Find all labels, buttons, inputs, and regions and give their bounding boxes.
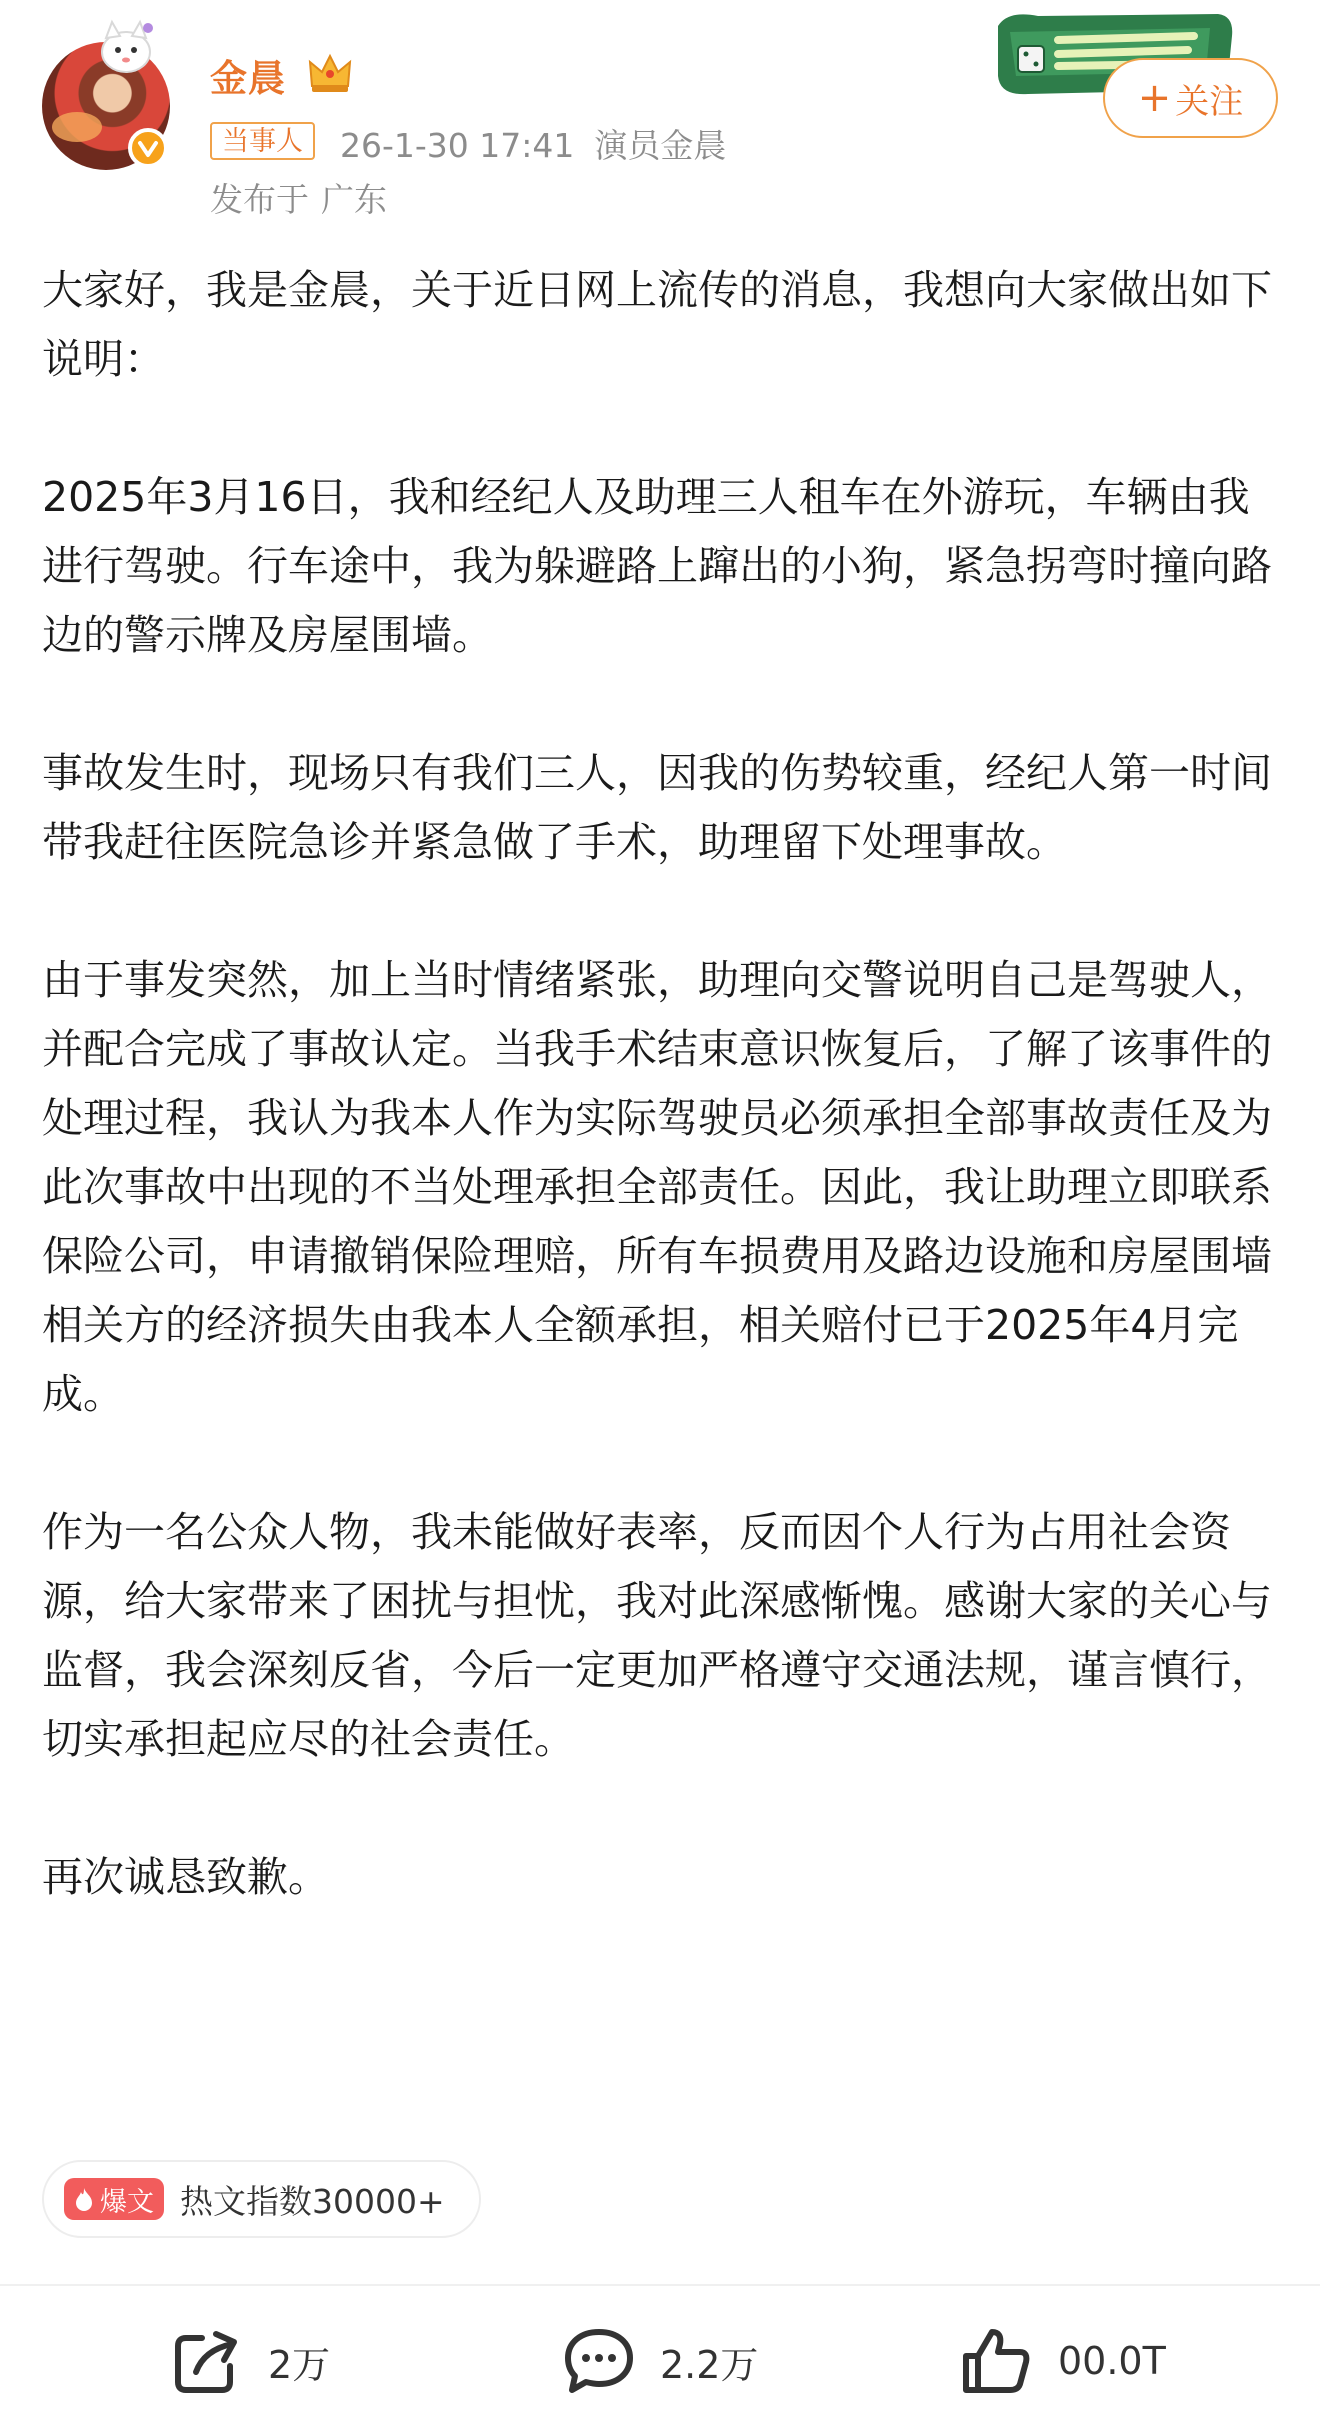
flame-icon [72,2186,96,2212]
action-bar [0,2286,1320,2413]
share-count: 2万 [268,2342,331,2387]
post-content [42,256,1282,1981]
hot-badge-label: 爆文 [100,2186,154,2218]
like-button[interactable] [958,2322,1166,2400]
comment-button[interactable] [560,2322,758,2400]
role-tag: 当事人 [210,122,315,160]
comment-icon [560,2322,638,2400]
paragraph: 2025年3月16日，我和经纪人及助理三人租车在外游玩，车辆由我进行驾驶。行车途中，我为躲避路上蹿出的小狗，紧急拐弯时撞向路边的警示牌及房屋围墙。 [42,473,1272,659]
location-prefix: 发布于 [210,180,309,219]
thumbs-up-icon [958,2322,1036,2400]
location-name: 广东 [321,180,387,219]
avatar-glow [52,112,102,142]
post-location [210,174,387,221]
post-meta [340,120,726,167]
paragraph: 大家好，我是金晨，关于近日网上流传的消息，我想向大家做出如下说明： [42,266,1272,383]
paragraph: 事故发生时，现场只有我们三人，因我的伤势较重，经纪人第一时间带我赶往医院急诊并紧急做了手术，助理留下处理事故。 [42,749,1272,866]
hot-badge [64,2178,164,2220]
post-source[interactable]: 演员金晨 [594,126,727,165]
paragraph: 再次诚恳致歉。 [42,1853,329,1901]
comment-count: 2.2万 [660,2342,759,2387]
plus-icon: + [1137,75,1172,121]
paragraph: 由于事发突然，加上当时情绪紧张，助理向交警说明自己是驾驶人，并配合完成了事故认定。当我手术结束意识恢复后，了解了该事件的处理过程，我认为我本人作为实际驾驶员必须承担全部事故责任及为此次事故中出现的不当处理承担全部责任。因此，我让助理立即联系保险公司，申请撤销保险理赔，所有车损费用及路边设施和房屋围墙相关方的经济损失由我本人全额承担，相关赔付已于2025年4月完成。 [42,956,1272,1418]
paragraph: 作为一名公众人物，我未能做好表率，反而因个人行为占用社会资源，给大家带来了困扰与担忧，我对此深感惭愧。感谢大家的关心与监督，我会深刻反省，今后一定更加严格遵守交通法规，谨言慎行，切实承担起应尽的社会责任。 [42,1508,1272,1763]
hot-index-pill[interactable] [42,2160,481,2238]
crown-icon [306,50,354,94]
verified-badge-icon [128,128,168,168]
follow-label: 关注 [1175,81,1244,122]
post-date: 26-1-30 17:41 [340,126,575,165]
share-button[interactable] [168,2322,330,2400]
like-count: 00.0T [1058,2339,1166,2383]
avatar-decoration-icon [94,18,158,76]
share-icon [168,2322,246,2400]
follow-button[interactable] [1103,58,1278,138]
hot-index-text: 热文指数30000+ [180,2181,445,2221]
username[interactable]: 金晨 [210,57,286,100]
